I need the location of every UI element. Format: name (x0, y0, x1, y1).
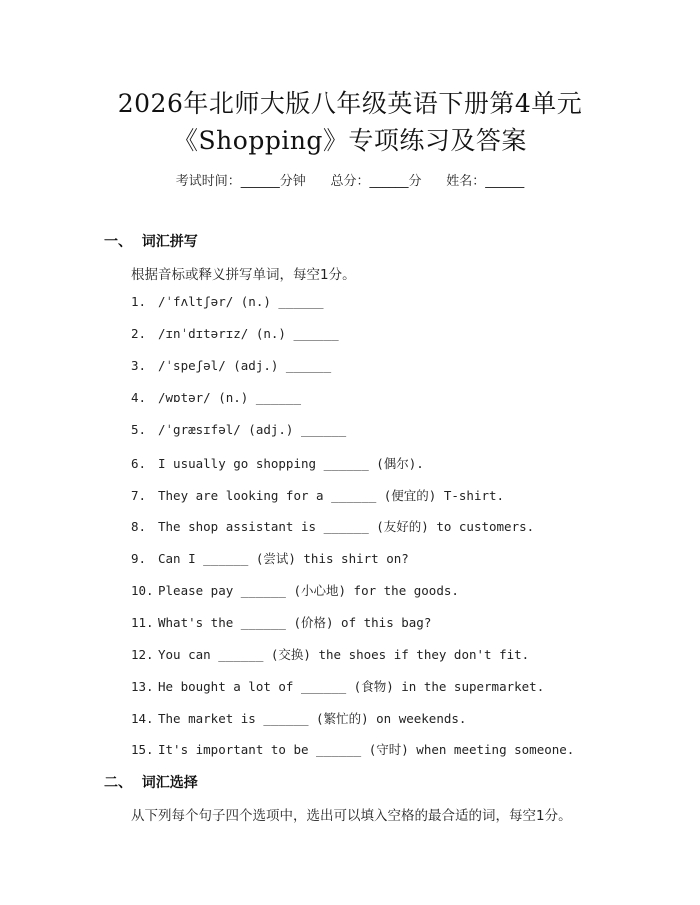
title-line-1: 2026年北师大版八年级英语下册第4单元 (117, 89, 583, 118)
question-number: 15. (131, 742, 154, 757)
question-number: 2. (131, 326, 147, 341)
question-item (131, 581, 459, 599)
question-item (131, 390, 301, 405)
section-2-heading: 二、 词汇选择 (104, 775, 198, 791)
question-number: 3. (131, 358, 147, 373)
exam-meta-info: 考试时间：______分钟 总分：______分 姓名：______ (175, 174, 525, 189)
section-2-instruction: 从下列每个句子四个选项中，选出可以填入空格的最合适的词，每空1分。 (131, 808, 572, 824)
question-text: /wɒtər/ (n.) ______ (158, 390, 301, 405)
section-1-instruction: 根据音标或释义拼写单词，每空1分。 (131, 267, 356, 283)
question-item (131, 645, 529, 663)
question-item (131, 709, 466, 727)
section-1-heading: 一、 词汇拼写 (104, 234, 198, 250)
question-text: They are looking for a ______ (便宜的) T-shirt. (158, 488, 505, 503)
question-item (131, 454, 424, 472)
question-text: /ɪnˈdɪtərɪz/ (n.) ______ (158, 326, 339, 341)
question-text: It's important to be ______ (守时) when meeting someone. (158, 742, 575, 757)
question-number: 10. (131, 583, 154, 598)
question-text: I usually go shopping ______ (偶尔). (158, 456, 424, 471)
question-number: 12. (131, 647, 154, 662)
question-text: /ˈspeʃəl/ (adj.) ______ (158, 358, 332, 373)
question-item (131, 677, 544, 695)
question-item (131, 294, 324, 309)
question-text: /ˈfʌltʃər/ (n.) ______ (158, 294, 324, 309)
question-number: 13. (131, 679, 154, 694)
question-item (131, 326, 339, 341)
question-number: 1. (131, 294, 147, 309)
question-text: You can ______ (交换) the shoes if they don't fit. (158, 647, 530, 662)
question-text: The shop assistant is ______ (友好的) to customers. (158, 519, 535, 534)
question-item (131, 358, 331, 373)
question-text: Please pay ______ (小心地) for the goods. (158, 583, 459, 598)
question-number: 8. (131, 519, 147, 534)
question-number: 11. (131, 615, 154, 630)
question-text: He bought a lot of ______ (食物) in the supermarket. (158, 679, 545, 694)
title-line-2: 《Shopping》专项练习及答案 (173, 126, 527, 155)
question-item (131, 486, 504, 504)
question-item (131, 549, 409, 567)
question-item (131, 740, 574, 758)
question-item (131, 422, 346, 437)
question-number: 4. (131, 390, 147, 405)
question-number: 14. (131, 711, 154, 726)
question-number: 7. (131, 488, 147, 503)
question-number: 6. (131, 456, 147, 471)
question-text: /ˈgræsɪfəl/ (adj.) ______ (158, 422, 347, 437)
question-text: Can I ______ (尝试) this shirt on? (158, 551, 409, 566)
question-number: 9. (131, 551, 147, 566)
question-number: 5. (131, 422, 147, 437)
question-text: The market is ______ (繁忙的) on weekends. (158, 711, 467, 726)
question-item (131, 613, 431, 631)
question-item (131, 517, 534, 535)
question-text: What's the ______ (价格) of this bag? (158, 615, 432, 630)
